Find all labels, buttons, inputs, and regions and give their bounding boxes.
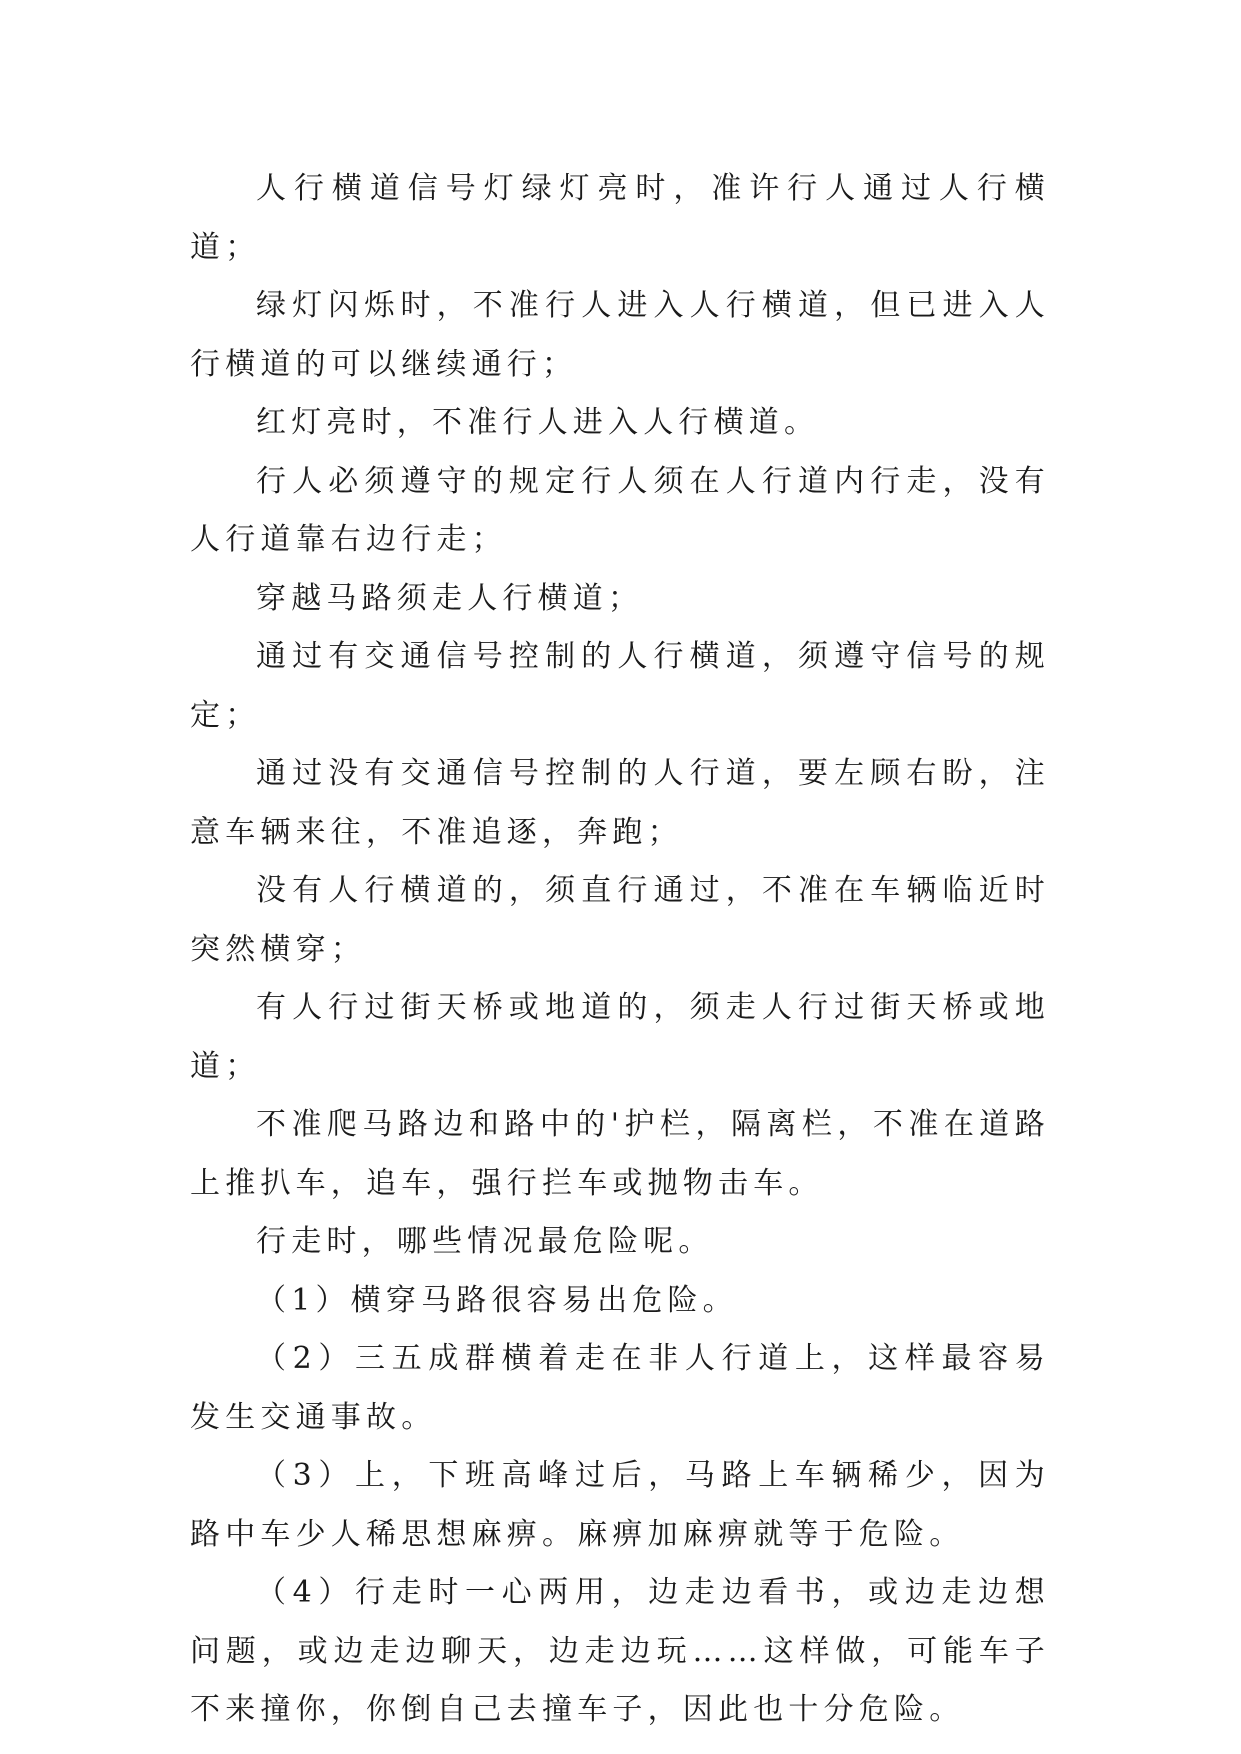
paragraph: 通过有交通信号控制的人行横道，须遵守信号的规定；	[190, 639, 1050, 733]
list-item: （4）行走时一心两用，边走边看书，或边走边想问题，或边走边聊天，边走边玩……这样做，可能车子不来撞你，你倒自己去撞车子，因此也十分危险。	[190, 1575, 1050, 1727]
list-item: （1）横穿马路很容易出危险。	[256, 1282, 738, 1318]
paragraph: 有人行过街天桥或地道的，须走人行过街天桥或地道；	[190, 990, 1050, 1084]
list-item: （2）三五成群横着走在非人行道上，这样最容易发生交通事故。	[190, 1341, 1050, 1435]
paragraph: 行人必须遵守的规定行人须在人行道内行走，没有人行道靠右边行走；	[190, 463, 1050, 557]
paragraph: 行走时，哪些情况最危险呢。	[256, 1224, 714, 1259]
document-body	[190, 160, 1050, 1740]
paragraph: 不准爬马路边和路中的'护栏，隔离栏，不准在道路上推扒车，追车，强行拦车或抛物击车。	[190, 1107, 1050, 1201]
paragraph: 绿灯闪烁时，不准行人进入人行横道，但已进入人行横道的可以继续通行；	[190, 288, 1050, 382]
paragraph: 通过没有交通信号控制的人行道，要左顾右盼，注意车辆来往，不准追逐，奔跑；	[190, 756, 1050, 850]
paragraph: 红灯亮时，不准行人进入人行横道。	[256, 405, 820, 440]
paragraph: 人行横道信号灯绿灯亮时，准许行人通过人行横道；	[190, 171, 1050, 265]
list-item: （3）上，下班高峰过后，马路上车辆稀少，因为路中车少人稀思想麻痹。麻痹加麻痹就等于危险。	[190, 1458, 1050, 1552]
paragraph: 穿越马路须走人行横道；	[256, 580, 644, 616]
paragraph: 没有人行横道的，须直行通过，不准在车辆临近时突然横穿；	[190, 873, 1050, 967]
